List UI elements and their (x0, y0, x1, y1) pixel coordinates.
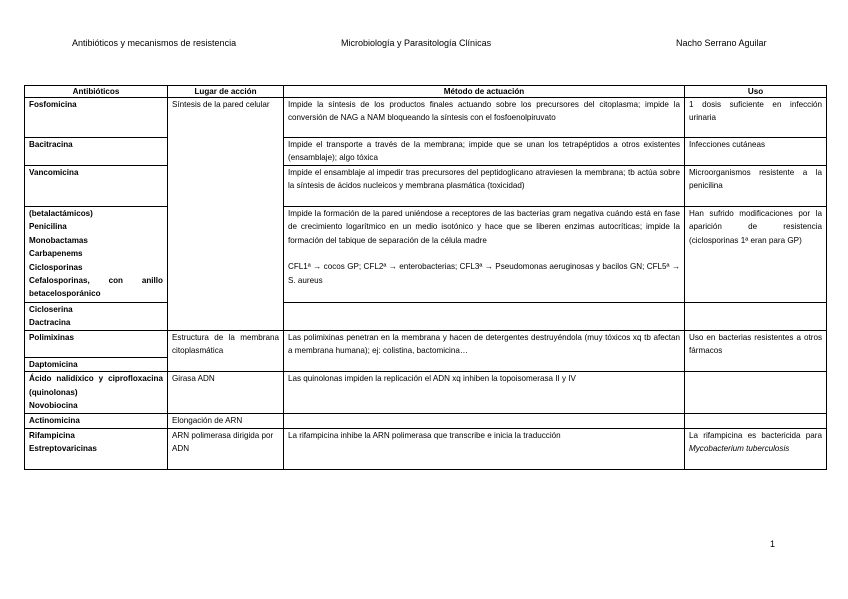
antibiotic-line: Ciclosporinas (29, 262, 83, 272)
table-row (25, 428, 827, 469)
antibiotic-line: Dactracina (29, 318, 71, 328)
table-row (25, 372, 827, 414)
method-cell: La rifampicina inhibe la ARN polimerasa que transcribe e inicia la traducción (284, 428, 685, 469)
table-row (25, 414, 827, 428)
antibiotic-cell (25, 207, 168, 303)
antibiotic-cell: Vancomicina (25, 166, 168, 207)
site-cell-empty (168, 207, 284, 303)
header-use: Uso (685, 86, 827, 98)
header-center-title: Microbiología y Parasitología Clínicas (341, 38, 492, 48)
antibiotic-cell (25, 372, 168, 414)
antibiotic-cell (25, 428, 168, 469)
use-cell-empty (685, 303, 827, 331)
antibiotic-cell (25, 303, 168, 331)
method-cell: Impide el ensamblaje al impedir tras precursores del peptidoglicano atraviesen la membrana; tb actúa sobre la síntesis de ácidos nucleicos y membrana plasmática (toxicidad) (284, 166, 685, 207)
use-cell: Microorganismos resistente a la penicilina (685, 166, 827, 207)
method-cephalosporin-generations: CFL1ª → cocos GP; CFL2ª → enterobacterias; CFL3ª → Pseudomonas aeruginosas y bacilos GN; CFL5ª → S. aureus (288, 262, 680, 285)
site-cell: Síntesis de la pared celular (168, 98, 284, 138)
antibiotic-line: Carbapenems (29, 249, 83, 259)
header-author: Nacho Serrano Aguilar (676, 38, 767, 48)
header-site: Lugar de acción (168, 86, 284, 98)
antibiotic-line: Monobactamas (29, 235, 88, 245)
antibiotic-line: Novobiocina (29, 401, 78, 411)
table-header-row (25, 86, 827, 98)
method-cell-empty (284, 414, 685, 428)
site-cell: Estructura de la membrana citoplasmática (168, 331, 284, 372)
antibiotic-line: Rifampicina (29, 430, 75, 440)
header-antibiotics: Antibióticos (25, 86, 168, 98)
site-cell-empty (168, 303, 284, 331)
use-cell: Uso en bacterias resistentes a otros fármacos (685, 331, 827, 372)
table-row (25, 98, 827, 138)
spacer (288, 247, 680, 260)
antibiotic-line: Penicilina (29, 222, 67, 232)
use-text: La rifampicina es bactericida para (689, 430, 822, 440)
method-cell-empty (284, 303, 685, 331)
use-cell: 1 dosis suficiente en infección urinaria (685, 98, 827, 138)
table-row (25, 207, 827, 303)
method-cell: Las polimixinas penetran en la membrana y hacen de detergentes destruyéndola (muy tóxicos xq tb afectan a membrana humana); ej: colistina, bactomicina… (284, 331, 685, 372)
site-cell: Elongación de ARN (168, 414, 284, 428)
use-cell: Han sufrido modificaciones por la aparición de resistencia (ciclosporinas 1ª eran para GP) (685, 207, 827, 303)
antibiotic-line: Cicloserina (29, 305, 73, 314)
antibiotic-cell: Polimixinas (25, 331, 168, 358)
method-cell (284, 207, 685, 303)
table-row (25, 331, 827, 358)
table-row (25, 138, 827, 166)
table-row (25, 166, 827, 207)
antibiotic-line: Cefalosporinas, con anillo betacelosporánico (29, 276, 163, 299)
method-cell: Impide el transporte a través de la membrana; impide que se unan los tetrapéptidos a otros existentes (ensamblaje); algo tóxica (284, 138, 685, 166)
site-cell: Girasa ADN (168, 372, 284, 414)
site-cell-empty (168, 138, 284, 166)
use-cell (685, 428, 827, 469)
use-organism: Mycobacterium tuberculosis (689, 444, 790, 454)
antibiotics-table (24, 85, 827, 470)
site-cell: ARN polimerasa dirigida por ADN (168, 428, 284, 469)
use-cell: Infecciones cutáneas (685, 138, 827, 166)
antibiotic-line: (betalactámicos) (29, 209, 93, 218)
method-cell: Las quinolonas impiden la replicación el ADN xq inhiben la topoisomerasa II y IV (284, 372, 685, 414)
header-left-title: Antibióticos y mecanismos de resistencia (72, 38, 237, 48)
antibiotic-cell: Actinomicina (25, 414, 168, 428)
antibiotic-cell: Daptomicina (25, 358, 168, 372)
method-text: Impide la formación de la pared uniéndose a receptores de las bacterias gram negativa cuándo está en fase de crecimiento logarítmico en un medio isotónico y hace que se liberen enzimas autocríticas; impide la formación del tabique de separación de la célula madre (288, 209, 680, 245)
antibiotic-line: Ácido nalidíxico y ciprofloxacina (quinolonas) (29, 374, 163, 397)
header-method: Método de actuación (284, 86, 685, 98)
page-number: 1 (770, 539, 776, 549)
antibiotic-line: Estreptovaricinas (29, 444, 97, 454)
use-cell-empty (685, 372, 827, 414)
site-cell-empty (168, 166, 284, 207)
use-cell-empty (685, 414, 827, 428)
table-row (25, 303, 827, 331)
antibiotic-cell: Fosfomicina (25, 98, 168, 138)
antibiotic-cell: Bacitracina (25, 138, 168, 166)
method-cell: Impide la síntesis de los productos finales actuando sobre los precursores del citoplasma; impide la conversión de NAG a NAM bloqueando la síntesis con el fosfoenolpiruvato (284, 98, 685, 138)
